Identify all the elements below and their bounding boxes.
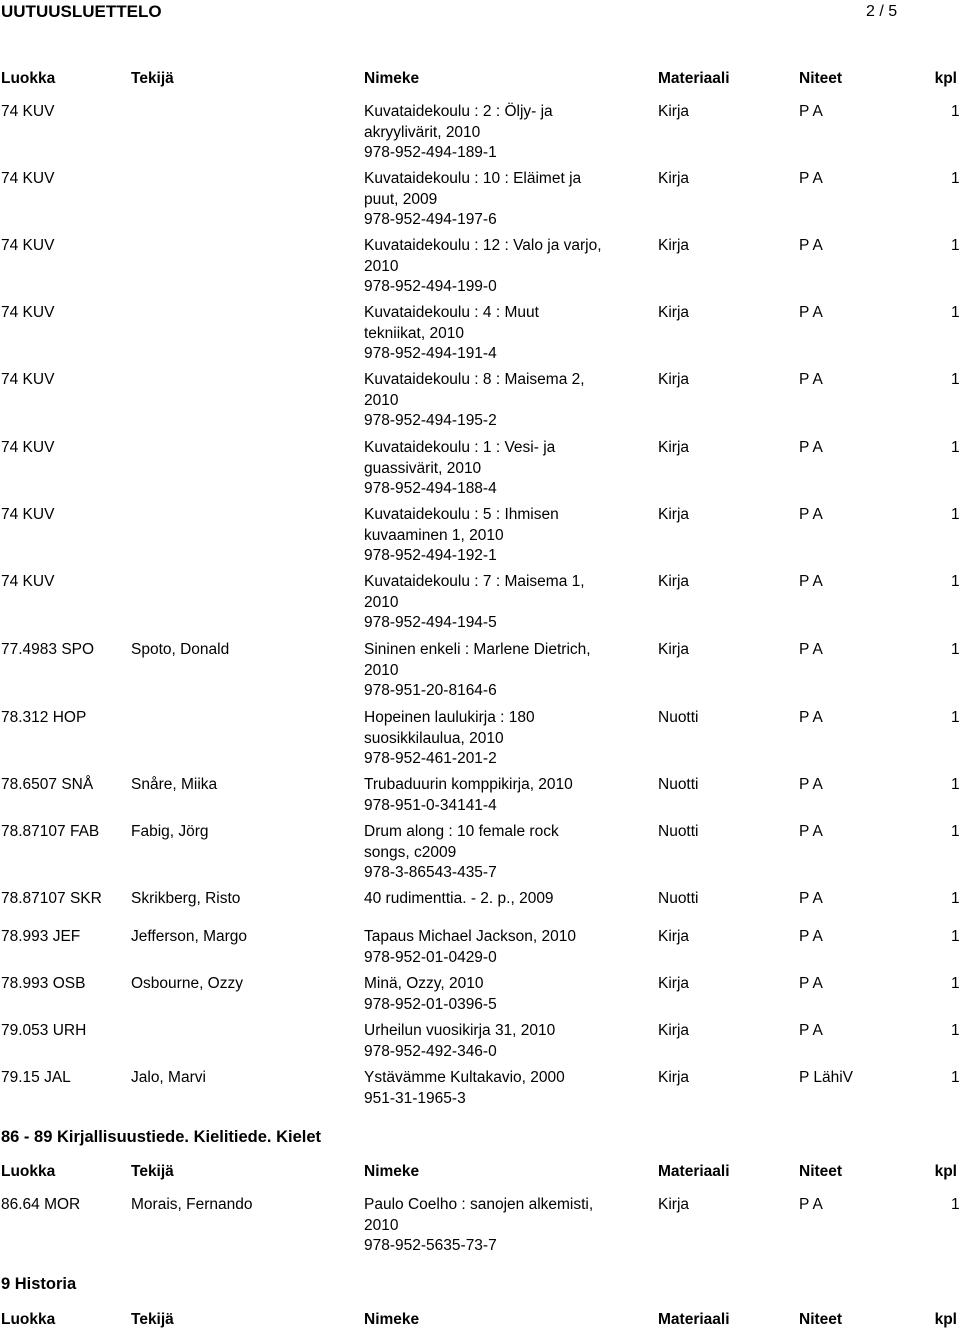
- cell-niteet: P A: [799, 170, 823, 187]
- cell-niteet: P A: [799, 103, 823, 120]
- header-luokka: Luokka: [1, 70, 56, 87]
- cell-nimeke-line: Sininen enkeli : Marlene Dietrich,: [364, 641, 591, 658]
- cell-luokka: 74 KUV: [1, 103, 55, 120]
- header-nimeke: Nimeke: [364, 1311, 420, 1328]
- cell-nimeke-line: Paulo Coelho : sanojen alkemisti,: [364, 1196, 594, 1213]
- cell-nimeke-line: akryylivärit, 2010: [364, 123, 481, 141]
- cell-luokka: 78.993 JEF: [1, 928, 81, 945]
- cell-nimeke-line: 978-952-494-199-0: [364, 278, 497, 295]
- cell-niteet: P A: [799, 1196, 823, 1213]
- cell-kpl: 1: [951, 304, 960, 321]
- cell-nimeke-line: suosikkilaulua, 2010: [364, 729, 504, 747]
- cell-niteet: P A: [799, 1022, 823, 1039]
- cell-luokka: 74 KUV: [1, 237, 55, 254]
- header-kpl: kpl: [934, 1163, 957, 1180]
- cell-materiaali: Kirja: [658, 439, 690, 456]
- cell-niteet: P A: [799, 890, 823, 907]
- cell-nimeke-line: Hopeinen laulukirja : 180: [364, 709, 535, 726]
- cell-nimeke-line: Kuvataidekoulu : 8 : Maisema 2,: [364, 371, 585, 388]
- cell-materiaali: Nuotti: [658, 709, 699, 726]
- cell-nimeke-line: Kuvataidekoulu : 2 : Öljy- ja: [364, 103, 553, 120]
- cell-kpl: 1: [951, 890, 960, 907]
- cell-nimeke-line: 2010: [364, 391, 399, 409]
- section-heading-86-89: 86 - 89 Kirjallisuustiede. Kielitiede. Kielet: [1, 1128, 322, 1146]
- cell-niteet: P A: [799, 439, 823, 456]
- cell-materiaali: Kirja: [658, 1069, 690, 1086]
- header-tekija: Tekijä: [131, 70, 174, 87]
- cell-nimeke-line: 978-952-01-0429-0: [364, 948, 497, 966]
- cell-niteet: P A: [799, 237, 823, 254]
- cell-tekija: Skrikberg, Risto: [131, 890, 241, 907]
- cell-materiaali: Kirja: [658, 304, 690, 321]
- cell-nimeke-line: Kuvataidekoulu : 1 : Vesi- ja: [364, 439, 556, 456]
- cell-luokka: 74 KUV: [1, 506, 55, 523]
- cell-nimeke-line: 951-31-1965-3: [364, 1089, 466, 1107]
- cell-luokka: 77.4983 SPO: [1, 641, 95, 658]
- cell-niteet: P A: [799, 304, 823, 321]
- cell-niteet: P A: [799, 506, 823, 523]
- cell-nimeke-line: 2010: [364, 593, 399, 611]
- cell-luokka: 74 KUV: [1, 371, 55, 388]
- cell-kpl: 1: [951, 573, 960, 590]
- cell-kpl: 1: [951, 237, 960, 254]
- cell-materiaali: Kirja: [658, 573, 690, 590]
- header-materiaali: Materiaali: [658, 1163, 730, 1180]
- cell-kpl: 1: [951, 928, 960, 945]
- cell-kpl: 1: [951, 975, 960, 992]
- cell-tekija: Jefferson, Margo: [131, 928, 248, 945]
- cell-materiaali: Nuotti: [658, 823, 699, 840]
- cell-nimeke-line: Kuvataidekoulu : 10 : Eläimet ja: [364, 170, 582, 187]
- cell-nimeke-line: guassivärit, 2010: [364, 459, 482, 477]
- cell-nimeke-line: Minä, Ozzy, 2010: [364, 975, 484, 992]
- cell-luokka: 86.64 MOR: [1, 1196, 81, 1213]
- cell-materiaali: Kirja: [658, 1196, 690, 1213]
- cell-materiaali: Kirja: [658, 170, 690, 187]
- cell-nimeke-line: 978-952-01-0396-5: [364, 995, 497, 1013]
- page-number: 2 / 5: [866, 3, 898, 20]
- cell-tekija: Jalo, Marvi: [131, 1069, 206, 1086]
- cell-nimeke-line: Kuvataidekoulu : 7 : Maisema 1,: [364, 573, 585, 590]
- header-kpl: kpl: [934, 1311, 957, 1328]
- cell-nimeke-line: 978-952-461-201-2: [364, 750, 497, 767]
- cell-nimeke-line: 978-3-86543-435-7: [364, 864, 497, 881]
- cell-nimeke-line: Urheilun vuosikirja 31, 2010: [364, 1022, 556, 1039]
- header-niteet: Niteet: [799, 1163, 843, 1180]
- cell-nimeke-line: kuvaaminen 1, 2010: [364, 526, 504, 544]
- header-niteet: Niteet: [799, 70, 843, 87]
- cell-materiaali: Kirja: [658, 103, 690, 120]
- cell-luokka: 78.87107 FAB: [1, 823, 100, 840]
- cell-niteet: P A: [799, 776, 823, 793]
- cell-luokka: 79.15 JAL: [1, 1069, 71, 1086]
- cell-niteet: P A: [799, 823, 823, 840]
- cell-luokka: 74 KUV: [1, 170, 55, 187]
- cell-kpl: 1: [951, 1022, 960, 1039]
- cell-niteet: P A: [799, 928, 823, 945]
- header-luokka: Luokka: [1, 1163, 56, 1180]
- cell-tekija: Osbourne, Ozzy: [131, 975, 243, 992]
- cell-materiaali: Kirja: [658, 641, 690, 658]
- cell-nimeke-line: 978-952-494-197-6: [364, 211, 497, 228]
- cell-niteet: P A: [799, 975, 823, 992]
- cell-materiaali: Kirja: [658, 928, 690, 945]
- header-nimeke: Nimeke: [364, 70, 420, 87]
- cell-nimeke-line: Kuvataidekoulu : 12 : Valo ja varjo,: [364, 237, 602, 254]
- cell-luokka: 78.993 OSB: [1, 975, 86, 992]
- section-heading-9: 9 Historia: [1, 1275, 77, 1293]
- cell-tekija: Morais, Fernando: [131, 1196, 253, 1213]
- cell-tekija: Snåre, Miika: [131, 776, 218, 793]
- header-materiaali: Materiaali: [658, 70, 730, 87]
- cell-kpl: 1: [951, 776, 960, 793]
- header-kpl: kpl: [934, 70, 957, 87]
- cell-materiaali: Kirja: [658, 1022, 690, 1039]
- header-materiaali: Materiaali: [658, 1311, 730, 1328]
- header-niteet: Niteet: [799, 1311, 843, 1328]
- cell-kpl: 1: [951, 823, 960, 840]
- cell-luokka: 78.312 HOP: [1, 709, 87, 726]
- cell-kpl: 1: [951, 1069, 960, 1086]
- cell-nimeke-line: 978-951-0-34141-4: [364, 796, 497, 814]
- cell-tekija: Spoto, Donald: [131, 641, 230, 658]
- cell-materiaali: Nuotti: [658, 890, 699, 907]
- cell-nimeke-line: 978-952-5635-73-7: [364, 1237, 497, 1254]
- cell-nimeke-line: 40 rudimenttia. - 2. p., 2009: [364, 890, 554, 907]
- cell-nimeke-line: puut, 2009: [364, 190, 438, 208]
- cell-kpl: 1: [951, 371, 960, 388]
- cell-nimeke-line: Kuvataidekoulu : 4 : Muut: [364, 304, 539, 321]
- header-luokka: Luokka: [1, 1311, 56, 1328]
- cell-luokka: 78.6507 SNÅ: [1, 776, 94, 793]
- cell-materiaali: Kirja: [658, 371, 690, 388]
- cell-luokka: 78.87107 SKR: [1, 890, 102, 907]
- cell-niteet: P A: [799, 371, 823, 388]
- cell-niteet: P A: [799, 641, 823, 658]
- cell-kpl: 1: [951, 1196, 960, 1213]
- cell-nimeke-line: songs, c2009: [364, 843, 457, 861]
- cell-nimeke-line: 2010: [364, 257, 399, 275]
- cell-kpl: 1: [951, 709, 960, 726]
- cell-nimeke-line: tekniikat, 2010: [364, 324, 464, 342]
- cell-materiaali: Kirja: [658, 506, 690, 523]
- cell-nimeke-line: Trubaduurin komppikirja, 2010: [364, 776, 573, 793]
- cell-niteet: P A: [799, 573, 823, 590]
- cell-kpl: 1: [951, 170, 960, 187]
- header-nimeke: Nimeke: [364, 1163, 420, 1180]
- cell-nimeke-line: 2010: [364, 1216, 399, 1234]
- cell-kpl: 1: [951, 103, 960, 120]
- cell-nimeke-line: 978-952-492-346-0: [364, 1042, 497, 1060]
- cell-materiaali: Kirja: [658, 237, 690, 254]
- document-title: UUTUUSLUETTELO: [1, 2, 162, 21]
- cell-nimeke-line: 2010: [364, 661, 399, 679]
- cell-nimeke-line: 978-952-494-188-4: [364, 480, 497, 497]
- header-tekija: Tekijä: [131, 1311, 174, 1328]
- header-tekija: Tekijä: [131, 1163, 174, 1180]
- cell-luokka: 74 KUV: [1, 304, 55, 321]
- cell-kpl: 1: [951, 506, 960, 523]
- cell-materiaali: Kirja: [658, 975, 690, 992]
- cell-niteet: P A: [799, 709, 823, 726]
- cell-nimeke-line: Tapaus Michael Jackson, 2010: [364, 928, 576, 945]
- cell-nimeke-line: 978-952-494-189-1: [364, 144, 497, 161]
- cell-kpl: 1: [951, 641, 960, 658]
- cell-nimeke-line: Drum along : 10 female rock: [364, 823, 559, 840]
- cell-nimeke-line: Kuvataidekoulu : 5 : Ihmisen: [364, 506, 559, 523]
- cell-nimeke-line: 978-952-494-191-4: [364, 345, 497, 362]
- cell-nimeke-line: 978-951-20-8164-6: [364, 682, 497, 699]
- cell-nimeke-line: 978-952-494-194-5: [364, 614, 497, 631]
- cell-luokka: 79.053 URH: [1, 1022, 87, 1039]
- cell-niteet: P LähiV: [799, 1069, 854, 1086]
- cell-luokka: 74 KUV: [1, 439, 55, 456]
- cell-nimeke-line: 978-952-494-195-2: [364, 412, 497, 429]
- cell-tekija: Fabig, Jörg: [131, 823, 209, 840]
- cell-kpl: 1: [951, 439, 960, 456]
- cell-nimeke-line: Ystävämme Kultakavio, 2000: [364, 1069, 565, 1086]
- cell-luokka: 74 KUV: [1, 573, 55, 590]
- cell-nimeke-line: 978-952-494-192-1: [364, 547, 497, 564]
- cell-materiaali: Nuotti: [658, 776, 699, 793]
